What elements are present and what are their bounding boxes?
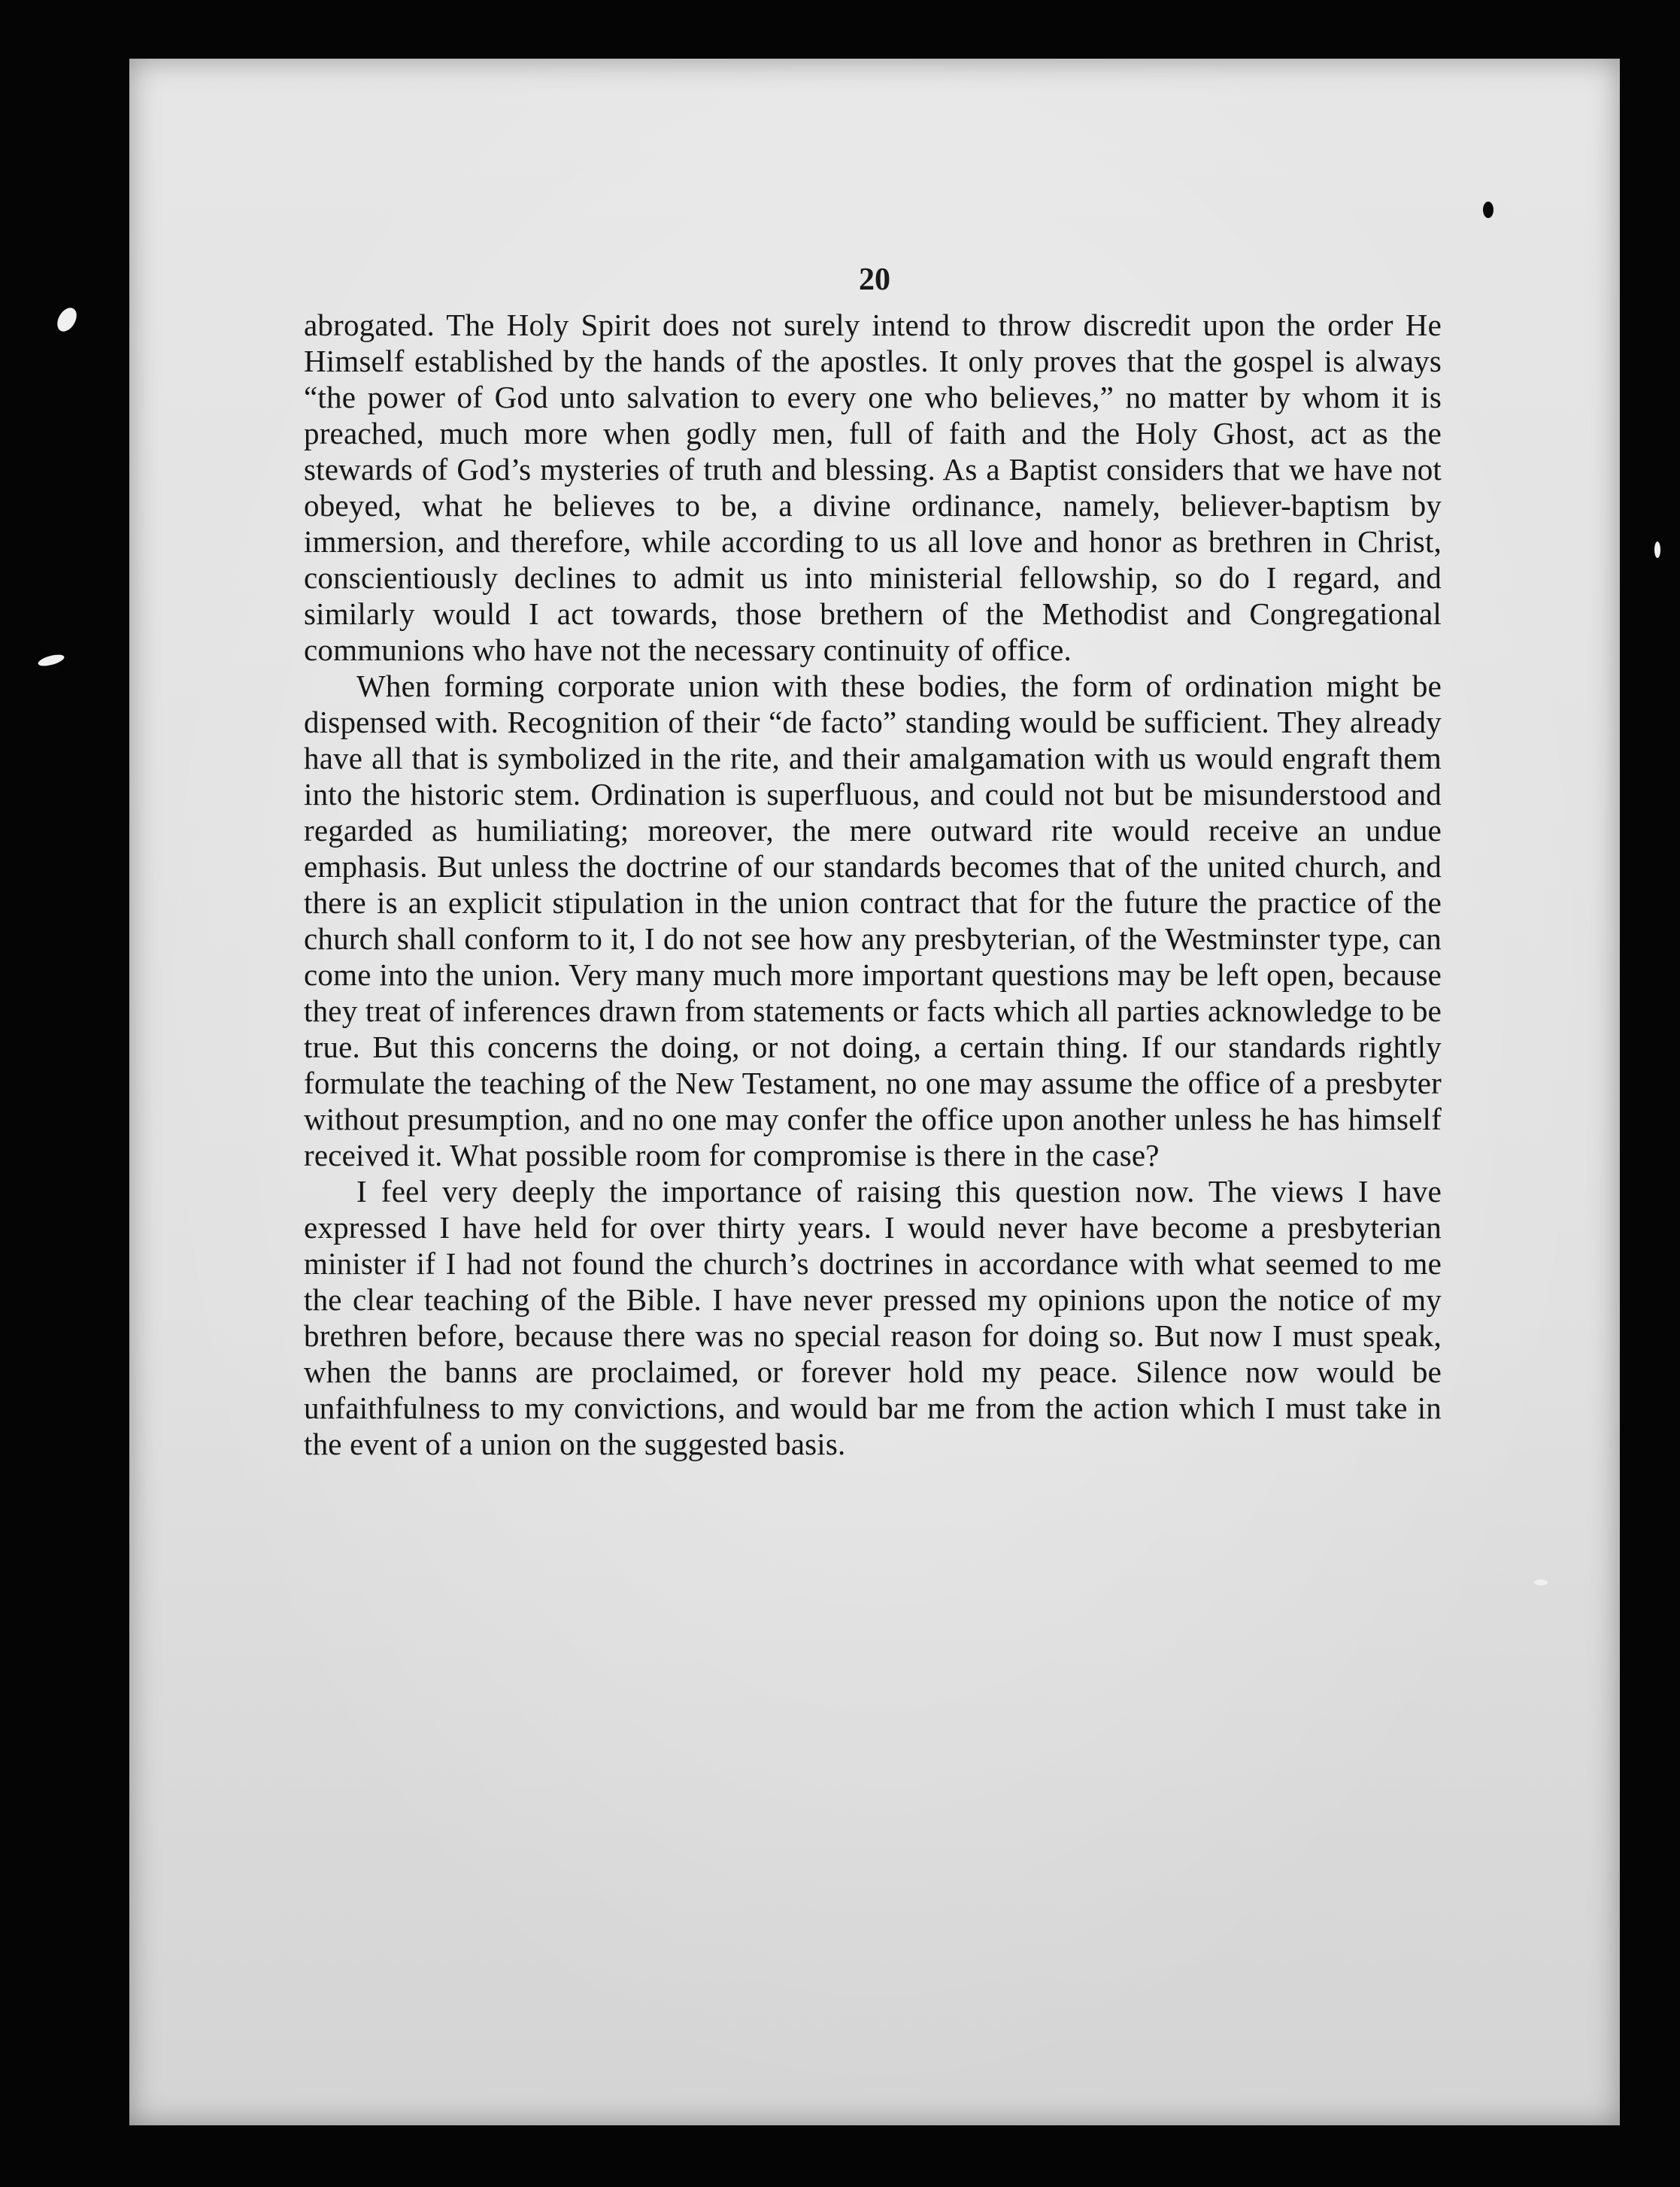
ink-speck xyxy=(1483,202,1494,218)
body-text xyxy=(304,307,1442,1462)
scanned-page xyxy=(129,59,1620,2125)
dust-speck xyxy=(37,653,65,669)
dust-speck xyxy=(1654,541,1660,558)
paragraph-3: I feel very deeply the importance of raising this question now. The views I have expressed I have held for over thirty years. I would never have become a presbyterian minister if I had not found the church’s doctrines in accordance with what seemed to me the clear teaching of the Bible. I have never pressed my opinions upon the notice of my brethren before, because there was no special reason for doing so. But now I must speak, when the banns are proclaimed, or forever hold my peace. Silence now would be unfaithfulness to my convictions, and would bar me from the action which I must take in the event of a union on the suggested basis. xyxy=(304,1174,1442,1461)
dust-speck xyxy=(1534,1579,1548,1585)
page-number: 20 xyxy=(859,262,890,297)
paragraph-2: When forming corporate union with these bodies, the form of ordination might be dispensed with. Recognition of their “de facto” standing would be sufficient. They already have all that is symbolized in the rite, and their amalgamation with us would engraft them into the historic stem. Ordination is superfluous, and could not but be misunderstood and regarded as humiliating; moreover, the mere outward rite would receive an undue emphasis. But unless the doctrine of our standards becomes that of the united church, and there is an explicit stipulation in the union contract that for the future the practice of the church shall conform to it, I do not see how any presbyterian, of the Westminster type, can come into the union. Very many much more important questions may be left open, because they treat of inferences drawn from statements or facts which all parties acknowledge to be true. But this concerns the doing, or not doing, a certain thing. If our standards rightly formulate the teaching of the New Testament, no one may assume the office of a presbyter without presumption, and no one may confer the office upon another unless he has himself received it. What possible room for compromise is there in the case? xyxy=(304,669,1442,1172)
dust-speck xyxy=(53,305,80,335)
paragraph-1: abrogated. The Holy Spirit does not surely intend to throw discredit upon the order He Himself established by the hands of the apostles. It only proves that the gospel is always “the power of God unto salvation to every one who believes,” no matter by whom it is preached, much more when godly men, full of faith and the Holy Ghost, act as the stewards of God’s mysteries of truth and blessing. As a Baptist considers that we have not obeyed, what he believes to be, a divine ordinance, namely, believer-baptism by immersion, and therefore, while according to us all love and honor as brethren in Christ, conscientiously declines to admit us into ministerial fellowship, so do I regard, and similarly would I act towards, those brethern of the Methodist and Congregational communions who have not the necessary continuity of office. xyxy=(304,308,1442,667)
